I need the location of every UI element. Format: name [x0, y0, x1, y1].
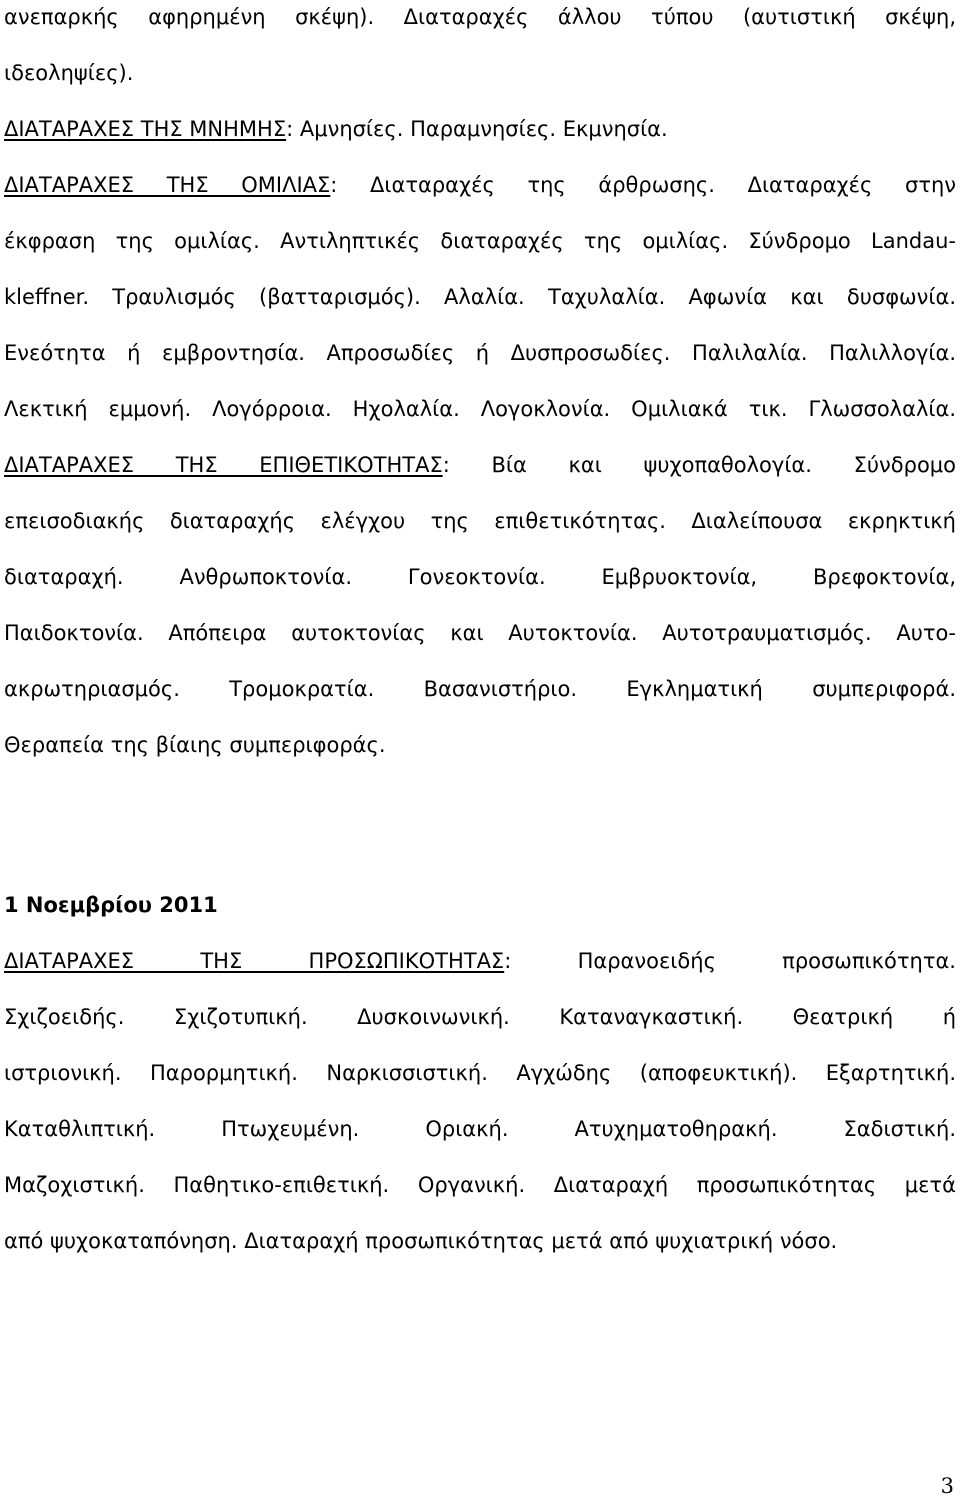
section-heading-aggression: ΔΙΑΤΑΡΑΧΕΣ ΤΗΣ ΕΠΙΘΕΤΙΚΟΤΗΤΑΣ — [4, 453, 443, 477]
text-line — [4, 1058, 956, 1088]
speech-disorders-line — [4, 170, 956, 200]
text-line — [4, 1114, 956, 1144]
text-span: Λεκτική εμμονή. Λογόρροια. Ηχολαλία. Λογοκλονία. Ομιλιακά τικ. Γλωσσολαλία. — [4, 397, 956, 421]
date-text: 1 Νοεμβρίου 2011 — [4, 893, 218, 917]
text-span: : Βία και ψυχοπαθολογία. Σύνδρομο — [442, 453, 956, 477]
text-span: ανεπαρκής αφηρημένη σκέψη). Διαταραχές άλλου τύπου (αυτιστική σκέψη, — [4, 5, 956, 29]
text-line — [4, 1226, 956, 1256]
text-span: διαταραχή. Ανθρωποκτονία. Γονεοκτονία. Εμβρυοκτονία, Βρεφοκτονία, — [4, 565, 956, 589]
personality-disorders-line — [4, 946, 956, 976]
text-span: ακρωτηριασμός. Τρομοκρατία. Βασανιστήριο. Εγκληματική συμπεριφορά. — [4, 677, 956, 701]
aggression-disorders-line — [4, 450, 956, 480]
text-line — [4, 674, 956, 704]
text-line — [4, 338, 956, 368]
text-span: Ενεότητα ή εμβροντησία. Απροσωδίες ή Δυσπροσωδίες. Παλιλαλία. Παλιλλογία. — [4, 341, 956, 365]
text-line — [4, 1170, 956, 1200]
text-span: Μαζοχιστική. Παθητικο-επιθετική. Οργανική. Διαταραχή προσωπικότητας μετά — [4, 1173, 956, 1197]
text-line — [4, 506, 956, 536]
text-span: από ψυχοκαταπόνηση. Διαταραχή προσωπικότητας μετά από ψυχιατρική νόσο. — [4, 1229, 838, 1253]
memory-disorders-line — [4, 114, 956, 144]
text-span: : Διαταραχές της άρθρωσης. Διαταραχές στην — [330, 173, 957, 197]
section-heading-memory: ΔΙΑΤΑΡΑΧΕΣ ΤΗΣ ΜΝΗΜΗΣ — [4, 117, 287, 141]
text-span: επεισοδιακής διαταραχής ελέγχου της επιθετικότητας. Διαλείπουσα εκρηκτική — [4, 509, 956, 533]
text-span: Καταθλιπτική. Πτωχευμένη. Οριακή. Ατυχηματοθηρακή. Σαδιστική. — [4, 1117, 956, 1141]
text-line — [4, 1002, 956, 1032]
text-span: Παιδοκτονία. Απόπειρα αυτοκτονίας και Αυτοκτονία. Αυτοτραυματισμός. Αυτο- — [4, 621, 956, 645]
lecture-date — [4, 890, 956, 920]
text-span: Θεραπεία της βίαιης συμπεριφοράς. — [4, 733, 386, 757]
text-span: : Παρανοειδής προσωπικότητα. — [504, 949, 956, 973]
text-line — [4, 282, 956, 312]
text-span: ιστριονική. Παρορμητική. Ναρκισσιστική. Αγχώδης (αποφευκτική). Εξαρτητική. — [4, 1061, 956, 1085]
text-line — [4, 394, 956, 424]
text-line — [4, 2, 956, 32]
text-line — [4, 730, 956, 760]
text-line — [4, 562, 956, 592]
text-span: : Αμνησίες. Παραμνησίες. Εκμνησία. — [286, 117, 668, 141]
text-line — [4, 58, 956, 88]
text-span: έκφραση της ομιλίας. Αντιληπτικές διαταραχές της ομιλίας. Σύνδρομο Landau- — [4, 229, 956, 253]
section-heading-personality: ΔΙΑΤΑΡΑΧΕΣ ΤΗΣ ΠΡΟΣΩΠΙΚΟΤΗΤΑΣ — [4, 949, 505, 973]
text-span: kleffner. Τραυλισμός (βατταρισμός). Αλαλία. Ταχυλαλία. Αφωνία και δυσφωνία. — [4, 285, 956, 309]
page-number: 3 — [940, 1474, 954, 1498]
text-span: ιδεοληψίες). — [4, 61, 134, 85]
section-heading-speech: ΔΙΑΤΑΡΑΧΕΣ ΤΗΣ ΟΜΙΛΙΑΣ — [4, 173, 331, 197]
text-line — [4, 226, 956, 256]
text-span: Σχιζοειδής. Σχιζοτυπική. Δυσκοινωνική. Καταναγκαστική. Θεατρική ή — [4, 1005, 956, 1029]
text-line — [4, 618, 956, 648]
